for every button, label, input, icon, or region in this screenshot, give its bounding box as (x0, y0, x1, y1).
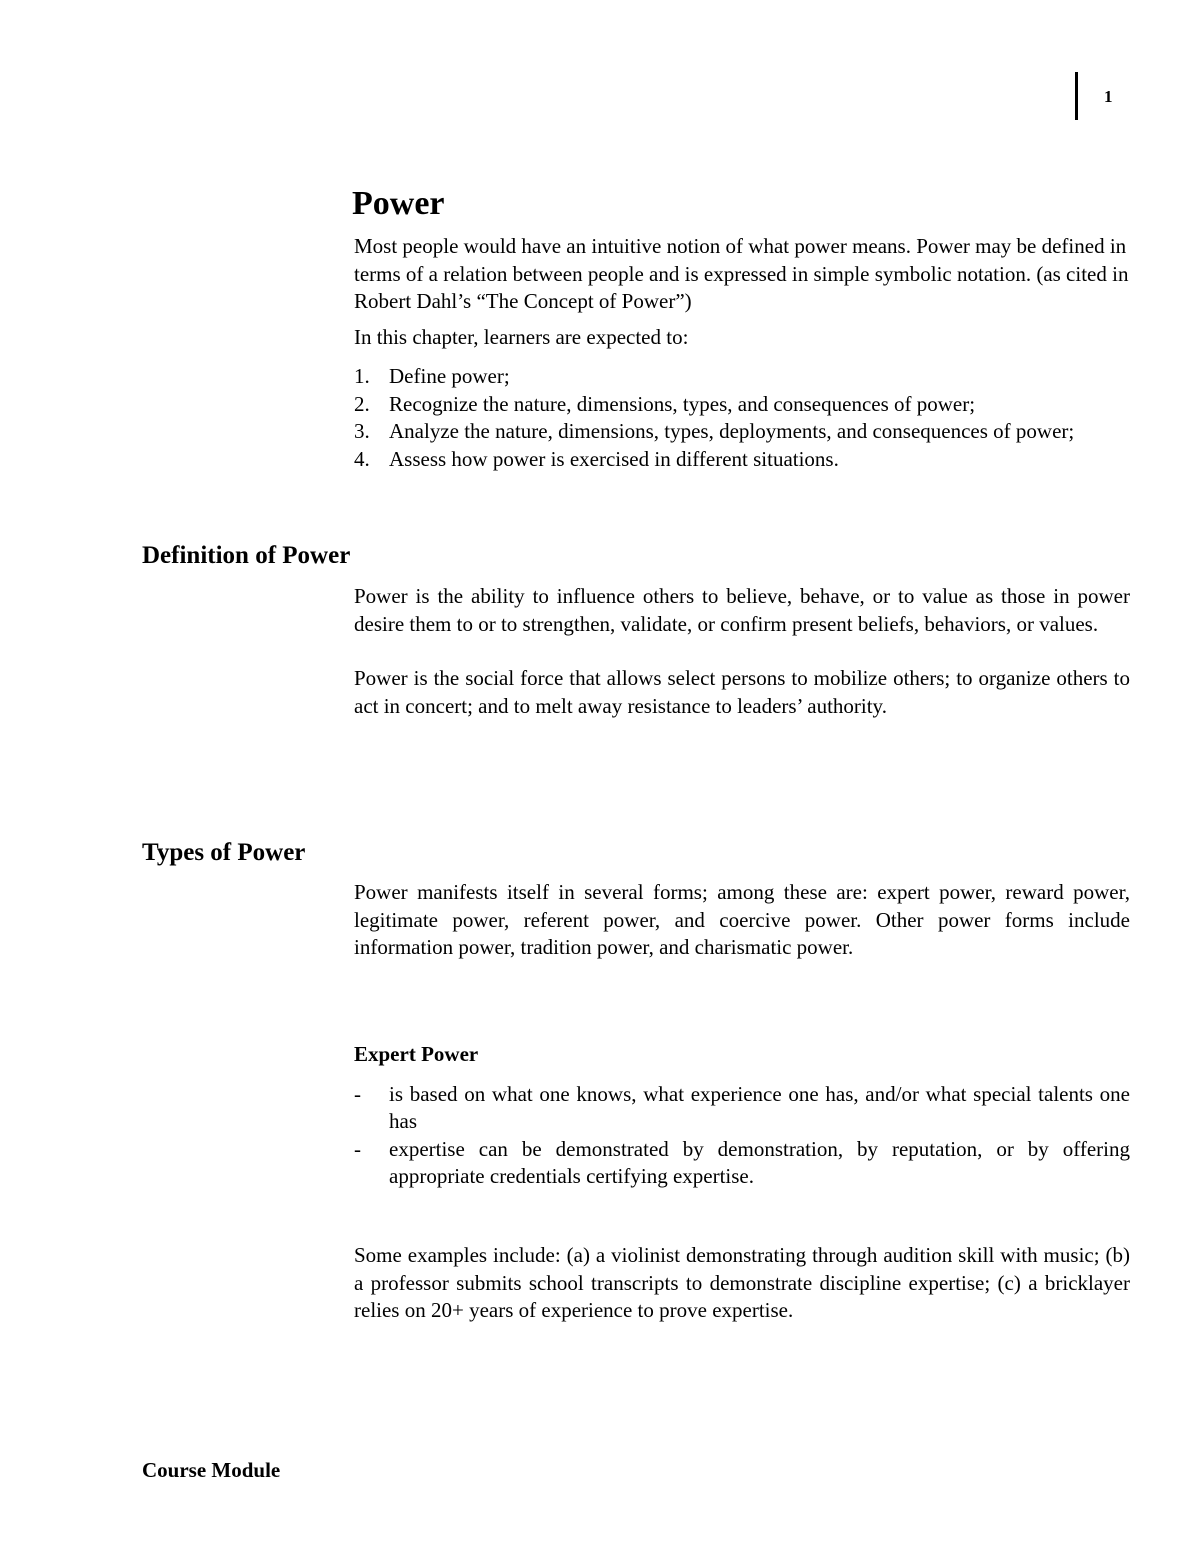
objective-number: 2. (354, 391, 370, 416)
objective-number: 1. (354, 364, 370, 388)
types-section (354, 879, 1130, 962)
objective-number: 4. (354, 446, 370, 471)
page-number: 1 (1104, 87, 1113, 106)
definition-section (354, 583, 1130, 720)
definition-paragraph: Power is the social force that allows select persons to mobilize others; to organize others to act in concert; and to melt away resistance to leaders’ authority. (354, 666, 1130, 718)
header-rule (1075, 72, 1078, 120)
expert-power-item-text: expertise can be demonstrated by demonstration, by reputation, or by offering appropriate credentials certifying expertise. (389, 1136, 1130, 1188)
objective-text: Recognize the nature, dimensions, types, and consequences of power; (389, 391, 976, 416)
objectives-lead: In this chapter, learners are expected to: (354, 324, 689, 349)
expert-power-list (354, 1081, 1130, 1191)
dash-bullet: - (354, 1136, 361, 1161)
expert-power-item (354, 1136, 1130, 1191)
objective-item (354, 446, 1130, 474)
examples-section (354, 1242, 1130, 1325)
types-paragraph: Power manifests itself in several forms; among these are: expert power, reward power, legitimate power, referent power, and coercive power. Other power forms include information power, tradition power, and charismatic power. (354, 880, 1130, 959)
intro-section (354, 233, 1130, 473)
objective-item (354, 391, 1130, 419)
intro-paragraph: Most people would have an intuitive notion of what power means. Power may be defined in terms of a relation between people and is expressed in simple symbolic notation. (as cited in Robert Dahl’s “The Concept of Power”) (354, 234, 1129, 313)
page-title: Power (352, 185, 445, 222)
objectives-list (354, 363, 1130, 473)
definition-paragraph: Power is the ability to influence others to believe, behave, or to value as those in power desire them to or to strengthen, validate, or confirm present beliefs, behaviors, or values. (354, 584, 1130, 636)
objective-item (354, 363, 1130, 391)
objective-text: Define power; (389, 364, 510, 388)
footer-label: Course Module (142, 1458, 281, 1482)
objective-number: 3. (354, 419, 370, 443)
objective-text: Analyze the nature, dimensions, types, deployments, and consequences of power; (389, 419, 1075, 443)
expert-power-item (354, 1081, 1130, 1136)
expert-power-section (354, 1041, 1130, 1191)
expert-power-heading: Expert Power (354, 1042, 479, 1066)
objective-item (354, 418, 1130, 446)
expert-power-item-text: is based on what one knows, what experience one has, and/or what special talents one has (389, 1081, 1130, 1133)
types-heading: Types of Power (142, 839, 306, 866)
dash-bullet: - (354, 1081, 361, 1106)
objective-text: Assess how power is exercised in different situations. (389, 446, 839, 471)
definition-heading: Definition of Power (142, 542, 351, 569)
examples-paragraph: Some examples include: (a) a violinist demonstrating through audition skill with music; (b) a professor submits school transcripts to demonstrate discipline expertise; (c) a bricklayer relies on 20+ years of experience to prove expertise. (354, 1243, 1130, 1322)
